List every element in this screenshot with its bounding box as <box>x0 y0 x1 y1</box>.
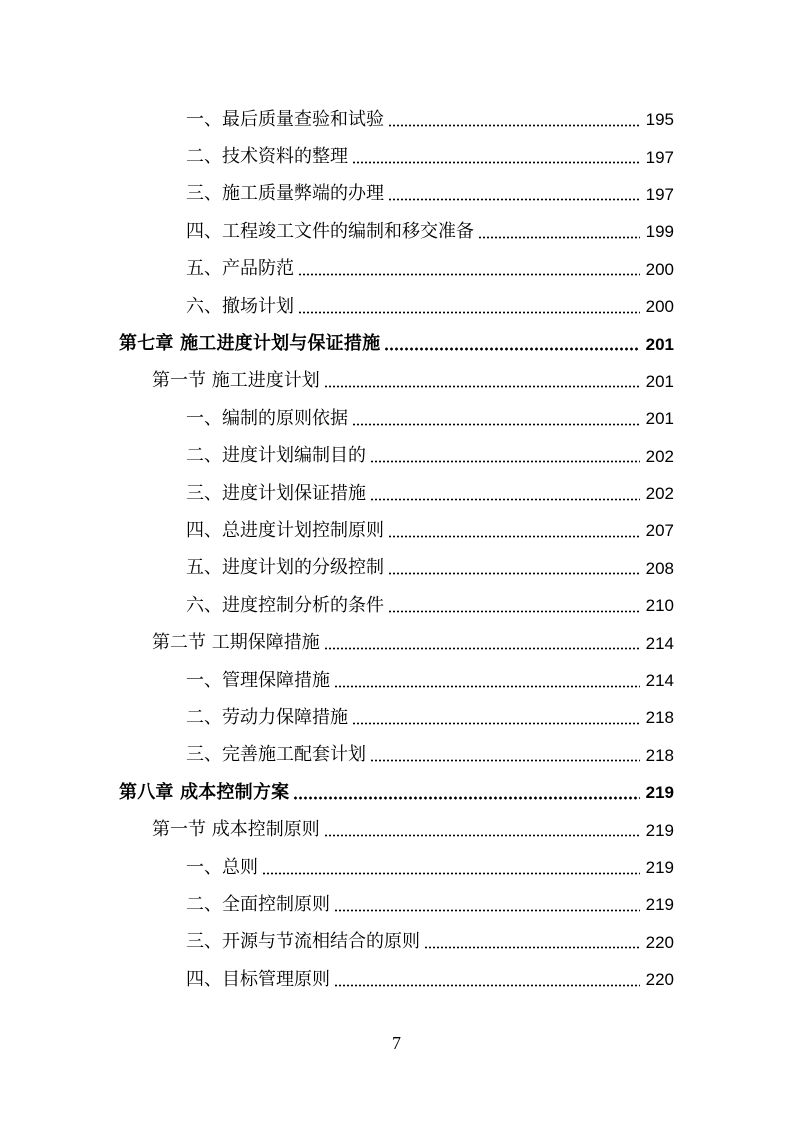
toc-entry-section[interactable] <box>0 811 793 848</box>
toc-entry-title: 六、撤场计划 <box>186 295 294 317</box>
dot-leader <box>424 933 640 951</box>
dot-leader <box>293 784 640 802</box>
toc-entry-section[interactable] <box>0 624 793 661</box>
toc-entry-title: 四、总进度计划控制原则 <box>186 519 384 541</box>
toc-entry-item[interactable] <box>0 251 793 288</box>
toc-entry-item[interactable] <box>0 924 793 961</box>
dot-leader <box>388 522 640 540</box>
toc-entry-item[interactable] <box>0 512 793 549</box>
toc-entry-chapter[interactable] <box>0 325 793 362</box>
toc-entry-title: 第一节 施工进度计划 <box>152 370 320 392</box>
toc-entry-title: 一、总则 <box>186 856 258 878</box>
toc-entry-page-number: 218 <box>645 708 674 728</box>
toc-entry-item[interactable] <box>0 849 793 886</box>
dot-leader <box>334 971 640 989</box>
toc-entry-title: 三、进度计划保证措施 <box>186 482 366 504</box>
toc-entry-page-number: 201 <box>645 371 674 391</box>
toc-entry-page-number: 200 <box>645 297 674 317</box>
toc-entry-item[interactable] <box>0 662 793 699</box>
toc-entry-title: 第七章 施工进度计划与保证措施 <box>119 333 381 355</box>
toc-entry-title: 三、完善施工配套计划 <box>186 744 366 766</box>
toc-entry-title: 三、施工质量弊端的办理 <box>186 183 384 205</box>
toc-entry-page-number: 210 <box>645 596 674 616</box>
dot-leader <box>370 485 640 503</box>
dot-leader <box>298 260 640 278</box>
toc-entry-item[interactable] <box>0 288 793 325</box>
toc-entry-page-number: 219 <box>645 820 674 840</box>
dot-leader <box>262 859 640 877</box>
toc-entry-item[interactable] <box>0 550 793 587</box>
dot-leader <box>352 148 640 166</box>
toc-entry-item[interactable] <box>0 587 793 624</box>
toc-entry-chapter[interactable] <box>0 774 793 811</box>
toc-entry-item[interactable] <box>0 213 793 250</box>
toc-entry-title: 三、开源与节流相结合的原则 <box>186 931 420 953</box>
toc-entry-item[interactable] <box>0 961 793 998</box>
toc-entry-page-number: 208 <box>645 558 674 578</box>
toc-entry-section[interactable] <box>0 363 793 400</box>
toc-entry-page-number: 202 <box>645 446 674 466</box>
toc-entry-page-number: 219 <box>645 895 674 915</box>
toc-entry-item[interactable] <box>0 438 793 475</box>
toc-entry-item[interactable] <box>0 475 793 512</box>
toc-entry-page-number: 207 <box>645 521 674 541</box>
dot-leader <box>324 372 640 390</box>
dot-leader <box>352 709 640 727</box>
toc-entry-page-number: 197 <box>645 184 674 204</box>
toc-entry-title: 一、管理保障措施 <box>186 669 330 691</box>
toc-entry-title: 五、产品防范 <box>186 258 294 280</box>
dot-leader <box>384 335 640 353</box>
toc-entry-page-number: 219 <box>645 858 674 877</box>
toc-entry-title: 五、进度计划的分级控制 <box>186 557 384 579</box>
page-number: 7 <box>392 1033 401 1053</box>
toc-entry-title: 二、劳动力保障措施 <box>186 706 348 728</box>
toc-entry-page-number: 200 <box>645 259 674 279</box>
dot-leader <box>324 634 640 652</box>
toc-entry-title: 一、最后质量查验和试验 <box>186 108 384 130</box>
dot-leader <box>478 223 640 241</box>
dot-leader <box>298 298 640 316</box>
dot-leader <box>334 672 640 690</box>
toc-entry-page-number: 197 <box>645 147 674 167</box>
toc-entry-title: 第八章 成本控制方案 <box>119 781 290 803</box>
toc-entry-page-number: 201 <box>645 409 674 429</box>
toc-entry-title: 四、目标管理原则 <box>186 968 330 990</box>
toc-entry-title: 二、进度计划编制目的 <box>186 445 366 467</box>
toc-entry-item[interactable] <box>0 101 793 138</box>
dot-leader <box>388 559 640 577</box>
dot-leader <box>388 185 640 203</box>
toc-entry-item[interactable] <box>0 737 793 774</box>
dot-leader <box>324 821 640 839</box>
toc-entry-item[interactable] <box>0 699 793 736</box>
toc-entry-title: 二、全面控制原则 <box>186 893 330 915</box>
toc-entry-title: 第一节 成本控制原则 <box>152 819 320 841</box>
table-of-contents <box>0 101 793 998</box>
toc-entry-page-number: 218 <box>645 745 674 765</box>
toc-entry-title: 一、编制的原则依据 <box>186 407 348 429</box>
toc-entry-page-number: 220 <box>645 970 674 990</box>
toc-entry-title: 四、工程竣工文件的编制和移交准备 <box>186 220 474 242</box>
dot-leader <box>388 597 640 615</box>
toc-entry-item[interactable] <box>0 400 793 437</box>
toc-entry-page-number: 214 <box>645 633 674 653</box>
toc-entry-item[interactable] <box>0 138 793 175</box>
dot-leader <box>352 410 640 428</box>
dot-leader <box>370 447 640 465</box>
dot-leader <box>334 896 640 914</box>
toc-entry-page-number: 220 <box>645 932 674 952</box>
toc-entry-page-number: 214 <box>645 671 674 691</box>
toc-entry-page-number: 195 <box>645 110 674 130</box>
dot-leader <box>388 111 640 129</box>
toc-entry-title: 第二节 工期保障措施 <box>152 632 320 654</box>
toc-entry-page-number: 219 <box>645 783 674 803</box>
toc-entry-page-number: 201 <box>645 334 674 354</box>
toc-entry-page-number: 199 <box>645 222 674 242</box>
toc-entry-item[interactable] <box>0 886 793 923</box>
toc-entry-page-number: 202 <box>645 484 674 504</box>
toc-entry-title: 二、技术资料的整理 <box>186 146 348 168</box>
toc-entry-title: 六、进度控制分析的条件 <box>186 594 384 616</box>
toc-entry-item[interactable] <box>0 176 793 213</box>
dot-leader <box>370 746 640 764</box>
